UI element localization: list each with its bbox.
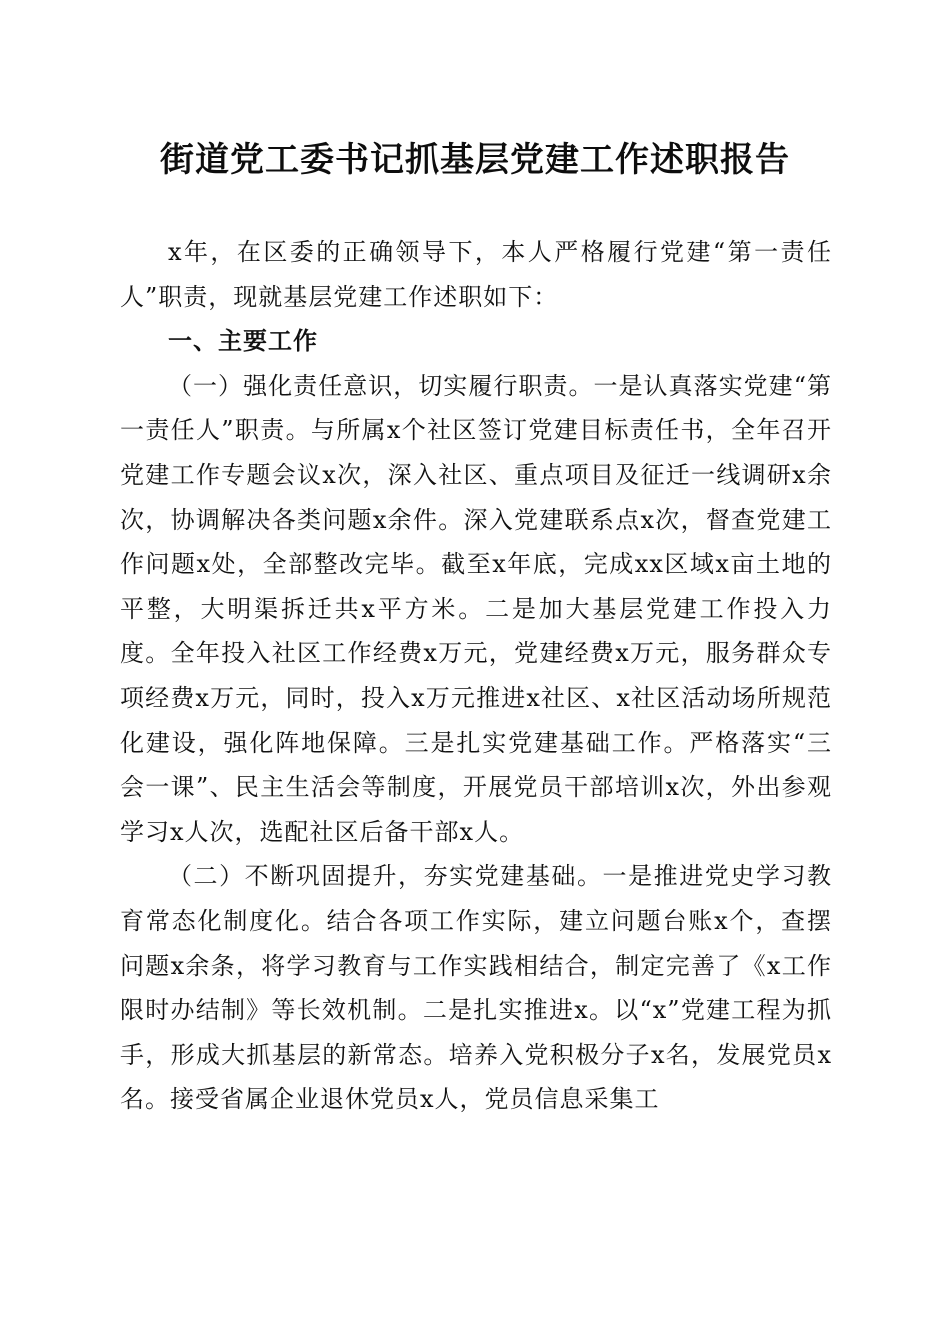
paragraph-2: [120, 854, 832, 1122]
section-heading: 一、主要工作: [168, 327, 318, 356]
paragraph-1: [120, 364, 832, 855]
document-title: 街道党工委书记抓基层党建工作述职报告: [160, 140, 790, 180]
paragraph-2-body: 一是推进党史学习教育常态化制度化。结合各项工作实际，建立问题台账x个，查摆问题x余条，将学习教育与工作实践相结合，制定完善了《x工作限时办结制》等长效机制。二是扎实推进x。以“x”党建工程为抓手，形成大抓基层的新常态。培养入党积极分子x名，发展党员x名。接受省属企业退休党员x人，党员信息采集工: [120, 862, 833, 1114]
paragraph-2-lead: （二）不断巩固提升，夯实党建基础。: [168, 862, 603, 891]
intro-paragraph: x年，在区委的正确领导下，本人严格履行党建“第一责任人”职责，现就基层党建工作述职如下：: [120, 238, 832, 311]
paragraph-1-body: 一是认真落实党建“第一责任人”职责。与所属x个社区签订党建目标责任书，全年召开党建工作专题会议x次，深入社区、重点项目及征迁一线调研x余次，协调解决各类问题x余件。深入党建联系点x次，督查党建工作问题x处，全部整改完毕。截至x年底，完成xx区域x亩土地的平整，大明渠拆迁共x平方米。二是加大基层党建工作投入力度。全年投入社区工作经费x万元，党建经费x万元，服务群众专项经费x万元，同时，投入x万元推进x社区、x社区活动场所规范化建设，强化阵地保障。三是扎实党建基础工作。严格落实“三会一课”、民主生活会等制度，开展党员干部培训x次，外出参观学习x人次，选配社区后备干部x人。: [120, 371, 832, 846]
paragraph-1-lead: （一）强化责任意识，切实履行职责。: [168, 371, 594, 400]
document-body: [120, 230, 832, 1122]
